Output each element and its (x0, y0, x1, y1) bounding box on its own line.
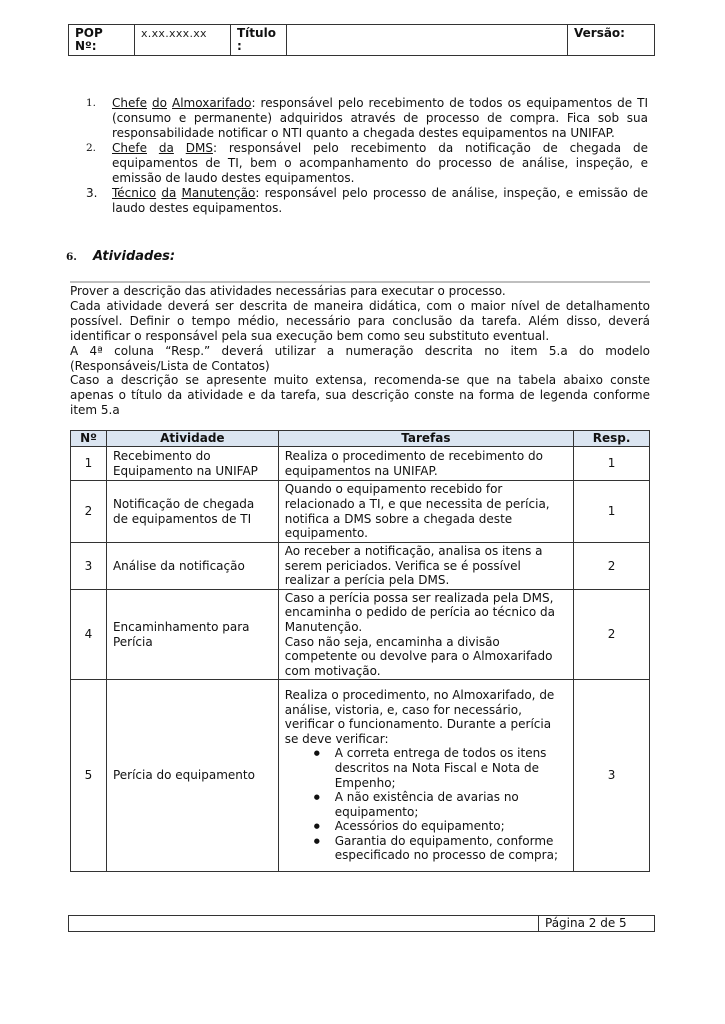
section-title: Atividades: (93, 249, 176, 264)
cell-number: 5 (71, 680, 107, 872)
cell-tasks: Ao receber a notificação, analisa os itens a serem periciados. Verifica se é possível realizar a perícia pela DMS. (278, 543, 573, 590)
column-header-responsible: Resp. (574, 431, 650, 447)
table-row (71, 447, 650, 481)
responsibilities-list (78, 96, 648, 216)
pop-number-label: POP Nº: (69, 25, 135, 55)
cell-activity: Perícia do equipamento (106, 680, 278, 872)
document-header-table (68, 24, 655, 56)
list-number: 3. (86, 186, 98, 200)
task-text-alt: Caso não seja, encaminha a divisão competente ou devolve para o Almoxarifado com motivação. (284, 634, 553, 678)
role-text (112, 96, 648, 141)
role-name-part: Almoxarifado (172, 96, 252, 110)
role-text (112, 186, 648, 216)
cell-activity: Recebimento do Equipamento na UNIFAP (106, 447, 278, 481)
role-name-part: da (158, 141, 174, 155)
cell-responsible: 2 (574, 590, 650, 680)
paragraph: Cada atividade deverá ser descrita de maneira didática, com o maior nível de detalhamento possível. Definir o tempo médio, necessário para conclusão da tarefa. Além disso, deverá identificar o responsável pela sua execução bem como seu substituto eventual. (70, 298, 650, 343)
role-item (78, 96, 648, 141)
role-description: : responsável pelo recebimento de todos os equipamentos de TI (consumo e permanente) adquiridos através de processo de compra. Fica sob sua responsabilidade notificar o NTI quanto a chegada destes equipamentos na UNIFAP. (112, 96, 648, 140)
cell-responsible: 3 (574, 680, 650, 872)
column-header-number: Nº (71, 431, 107, 447)
table-row (71, 543, 650, 590)
title-value (287, 25, 568, 55)
section-number: 6. (66, 251, 77, 263)
paragraph: A 4ª coluna “Resp.” deverá utilizar a numeração descrita no item 5.a do modelo (Responsáveis/Lista de Contatos) (70, 343, 650, 373)
cell-number: 4 (71, 590, 107, 680)
role-item (78, 141, 648, 186)
paragraph: Prover a descrição das atividades necessárias para executar o processo. (70, 284, 506, 298)
checklist (285, 746, 567, 863)
cell-tasks: Quando o equipamento recebido for relacionado a TI, e que necessita de perícia, notifica a DMS sobre a chegada deste equipamento. (278, 481, 573, 543)
cell-activity: Análise da notificação (106, 543, 278, 590)
paragraph: Caso a descrição se apresente muito extensa, recomenda-se que na tabela abaixo conste apenas o título da atividade e da tarefa, sua descrição conste na forma de legenda conforme item 5.a (70, 373, 650, 418)
column-header-activity: Atividade (106, 431, 278, 447)
cell-number: 2 (71, 481, 107, 543)
activities-table (70, 430, 650, 872)
section-heading (66, 249, 175, 264)
cell-tasks (278, 590, 573, 680)
cell-activity: Notificação de chegada de equipamentos de TI (106, 481, 278, 543)
role-name-part: DMS (185, 141, 213, 155)
role-name-part: da (161, 186, 177, 200)
checklist-item: ● Acessórios do equipamento; (285, 819, 567, 834)
footer-left-cell (69, 916, 539, 931)
checklist-item: ● A não existência de avarias no equipamento; (285, 790, 567, 819)
cell-tasks: Realiza o procedimento de recebimento do equipamentos na UNIFAP. (278, 447, 573, 481)
cell-number: 3 (71, 543, 107, 590)
role-name-part: Chefe (112, 96, 147, 110)
cell-responsible: 2 (574, 543, 650, 590)
horizontal-divider (70, 281, 650, 283)
cell-activity: Encaminhamento para Perícia (106, 590, 278, 680)
version-label: Versão: (574, 26, 625, 40)
role-name-part: Chefe (112, 141, 147, 155)
role-item (78, 186, 648, 216)
list-number: 1. (86, 97, 97, 109)
column-header-tasks: Tarefas (278, 431, 573, 447)
cell-tasks (278, 680, 573, 872)
role-description: : responsável pelo processo de análise, inspeção, e emissão de laudo destes equipamentos. (112, 186, 648, 215)
role-description: : responsável pelo recebimento da notificação de chegada de equipamentos de TI, bem o acompanhamento do processo de análise, inspeção, e emissão de laudo destes equipamentos. (112, 141, 648, 185)
task-text: Caso a perícia possa ser realizada pela DMS, encaminha o pedido de perícia ao técnico da Manutenção. (284, 590, 555, 634)
section-instructions (70, 284, 650, 418)
cell-responsible: 1 (574, 481, 650, 543)
table-row (71, 680, 650, 872)
list-number: 2. (86, 142, 97, 154)
table-row (71, 590, 650, 680)
cell-number: 1 (71, 447, 107, 481)
role-name-part: Técnico (112, 186, 157, 200)
cell-responsible: 1 (574, 447, 650, 481)
checklist-item: ● Garantia do equipamento, conforme especificado no processo de compra; (285, 834, 567, 863)
role-name-part: Manutenção (181, 186, 256, 200)
title-label: Título : (231, 25, 287, 55)
role-name-part: do (152, 96, 167, 110)
table-row (71, 481, 650, 543)
pop-number-value: x.xx.xxx.xx (135, 25, 231, 55)
task-text: Realiza o procedimento, no Almoxarifado, de análise, vistoria, e, caso for necessário, verificar o funcionamento. Durante a perícia se deve verificar: (284, 687, 555, 746)
page-number: Página 2 de 5 (545, 916, 627, 930)
role-text (112, 141, 648, 186)
document-footer (68, 915, 655, 932)
table-header-row (71, 431, 650, 447)
checklist-item: ● A correta entrega de todos os itens descritos na Nota Fiscal e Nota de Empenho; (285, 746, 567, 790)
